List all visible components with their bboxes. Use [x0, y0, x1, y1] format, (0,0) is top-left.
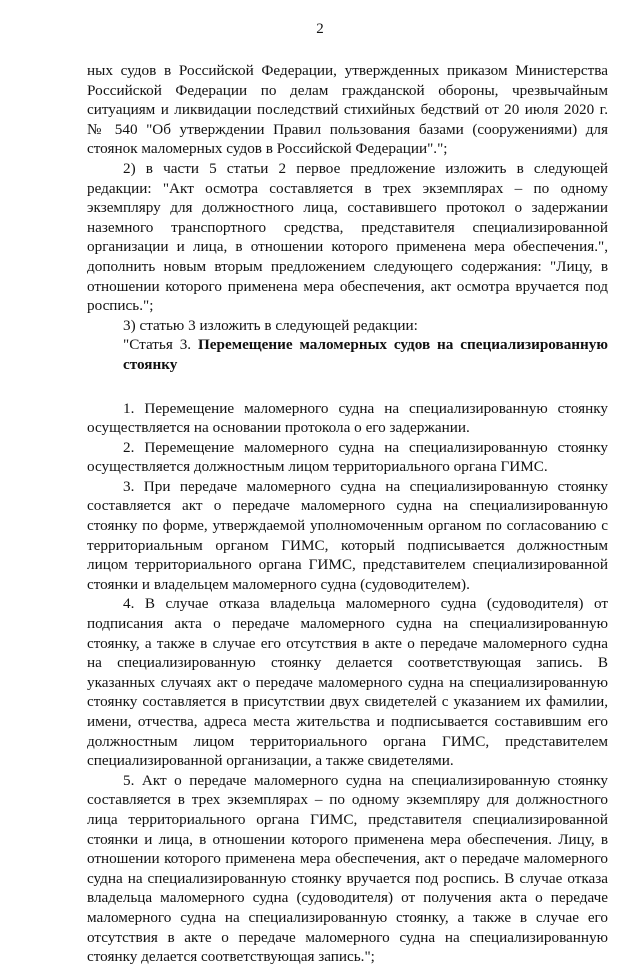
article-item-3: 3. При передаче маломерного судна на специализированную стоянку составляется акт о передаче маломерного судна на специализированную стоянку по форме, утверждаемой уполномоченным органом по согласованию с территориальным органом ГИМС, который подписывается должностным лицом территориального органа ГИМС, представителем специализированной стоянки и владельцем маломерного судна (судоводителем). [87, 477, 608, 593]
article-prefix: "Статья 3. [123, 336, 198, 354]
article-item-4: 4. В случае отказа владельца маломерного судна (судоводителя) от подписания акта о передаче маломерного судна на специализированную стоянку, а также в случае его отсутствия в акте о передаче маломерного судна на специализированную стоянку делается соответствующая запись. В указанных случаях акт о передаче маломерного судна на специализированную стоянку составляется в присутствии двух свидетелей с указанием их фамилии, имени, отчества, адреса места жительства и подписывается составившим его должностным лицом территориального органа ГИМС, представителем специализированной организации, а также свидетелями. [87, 595, 608, 770]
article-title: Перемещение маломерных судов на специализированную стоянку [123, 336, 608, 373]
paragraph-amendment-2: 2) в части 5 статьи 2 первое предложение изложить в следующей редакции: "Акт осмотра составляется в трех экземплярах – по одному экземпляру для должностного лица, составившего протокол о задержании наземного транспортного средства, представителя специализированной организации и лица, в отношении которого применена мера обеспечения.", дополнить новым вторым предложением следующего содержания: "Лицу, в отношении которого применена мера обеспечения, акт осмотра вручается под роспись."; [87, 159, 608, 315]
paragraph-continuation: ных судов в Российской Федерации, утвержденных приказом Министерства Российской Федерации по делам гражданской обороны, чрезвычайным ситуациям и ликвидации последствий стихийных бедствий от 20 июля 2020 г. № 540 "Об утверждении Правил пользования базами (сооружениями) для стоянок маломерных судов в Российской Федерации"."; [87, 62, 608, 158]
article-item-5: 5. Акт о передаче маломерного судна на специализированную стоянку составляется в трех экземплярах – по одному экземпляру для должностного лица территориального органа ГИМС, представителя специализированной стоянки и лица, в отношении которого применена мера обеспечения. Лицу, в отношении которого применена мера обеспечения, акт о передаче маломерного судна на специализированную стоянку вручается под роспись. В случае отказа владельца маломерного судна (судоводителя) от получения акта о передаче маломерного судна на специализированную стоянку, а также в случае его отсутствия в акте о передаче маломерного судна на специализированную стоянку делается соответствующая запись."; [87, 771, 608, 966]
article-heading [87, 335, 608, 374]
article-item-1: 1. Перемещение маломерного судна на специализированную стоянку осуществляется на основании протокола о его задержании. [87, 399, 608, 437]
article-item-2: 2. Перемещение маломерного судна на специализированную стоянку осуществляется должностным лицом территориального органа ГИМС. [87, 438, 608, 476]
page-number: 2 [316, 21, 324, 37]
document-body [87, 61, 608, 967]
paragraph-amendment-3: 3) статью 3 изложить в следующей редакции: [123, 316, 418, 334]
